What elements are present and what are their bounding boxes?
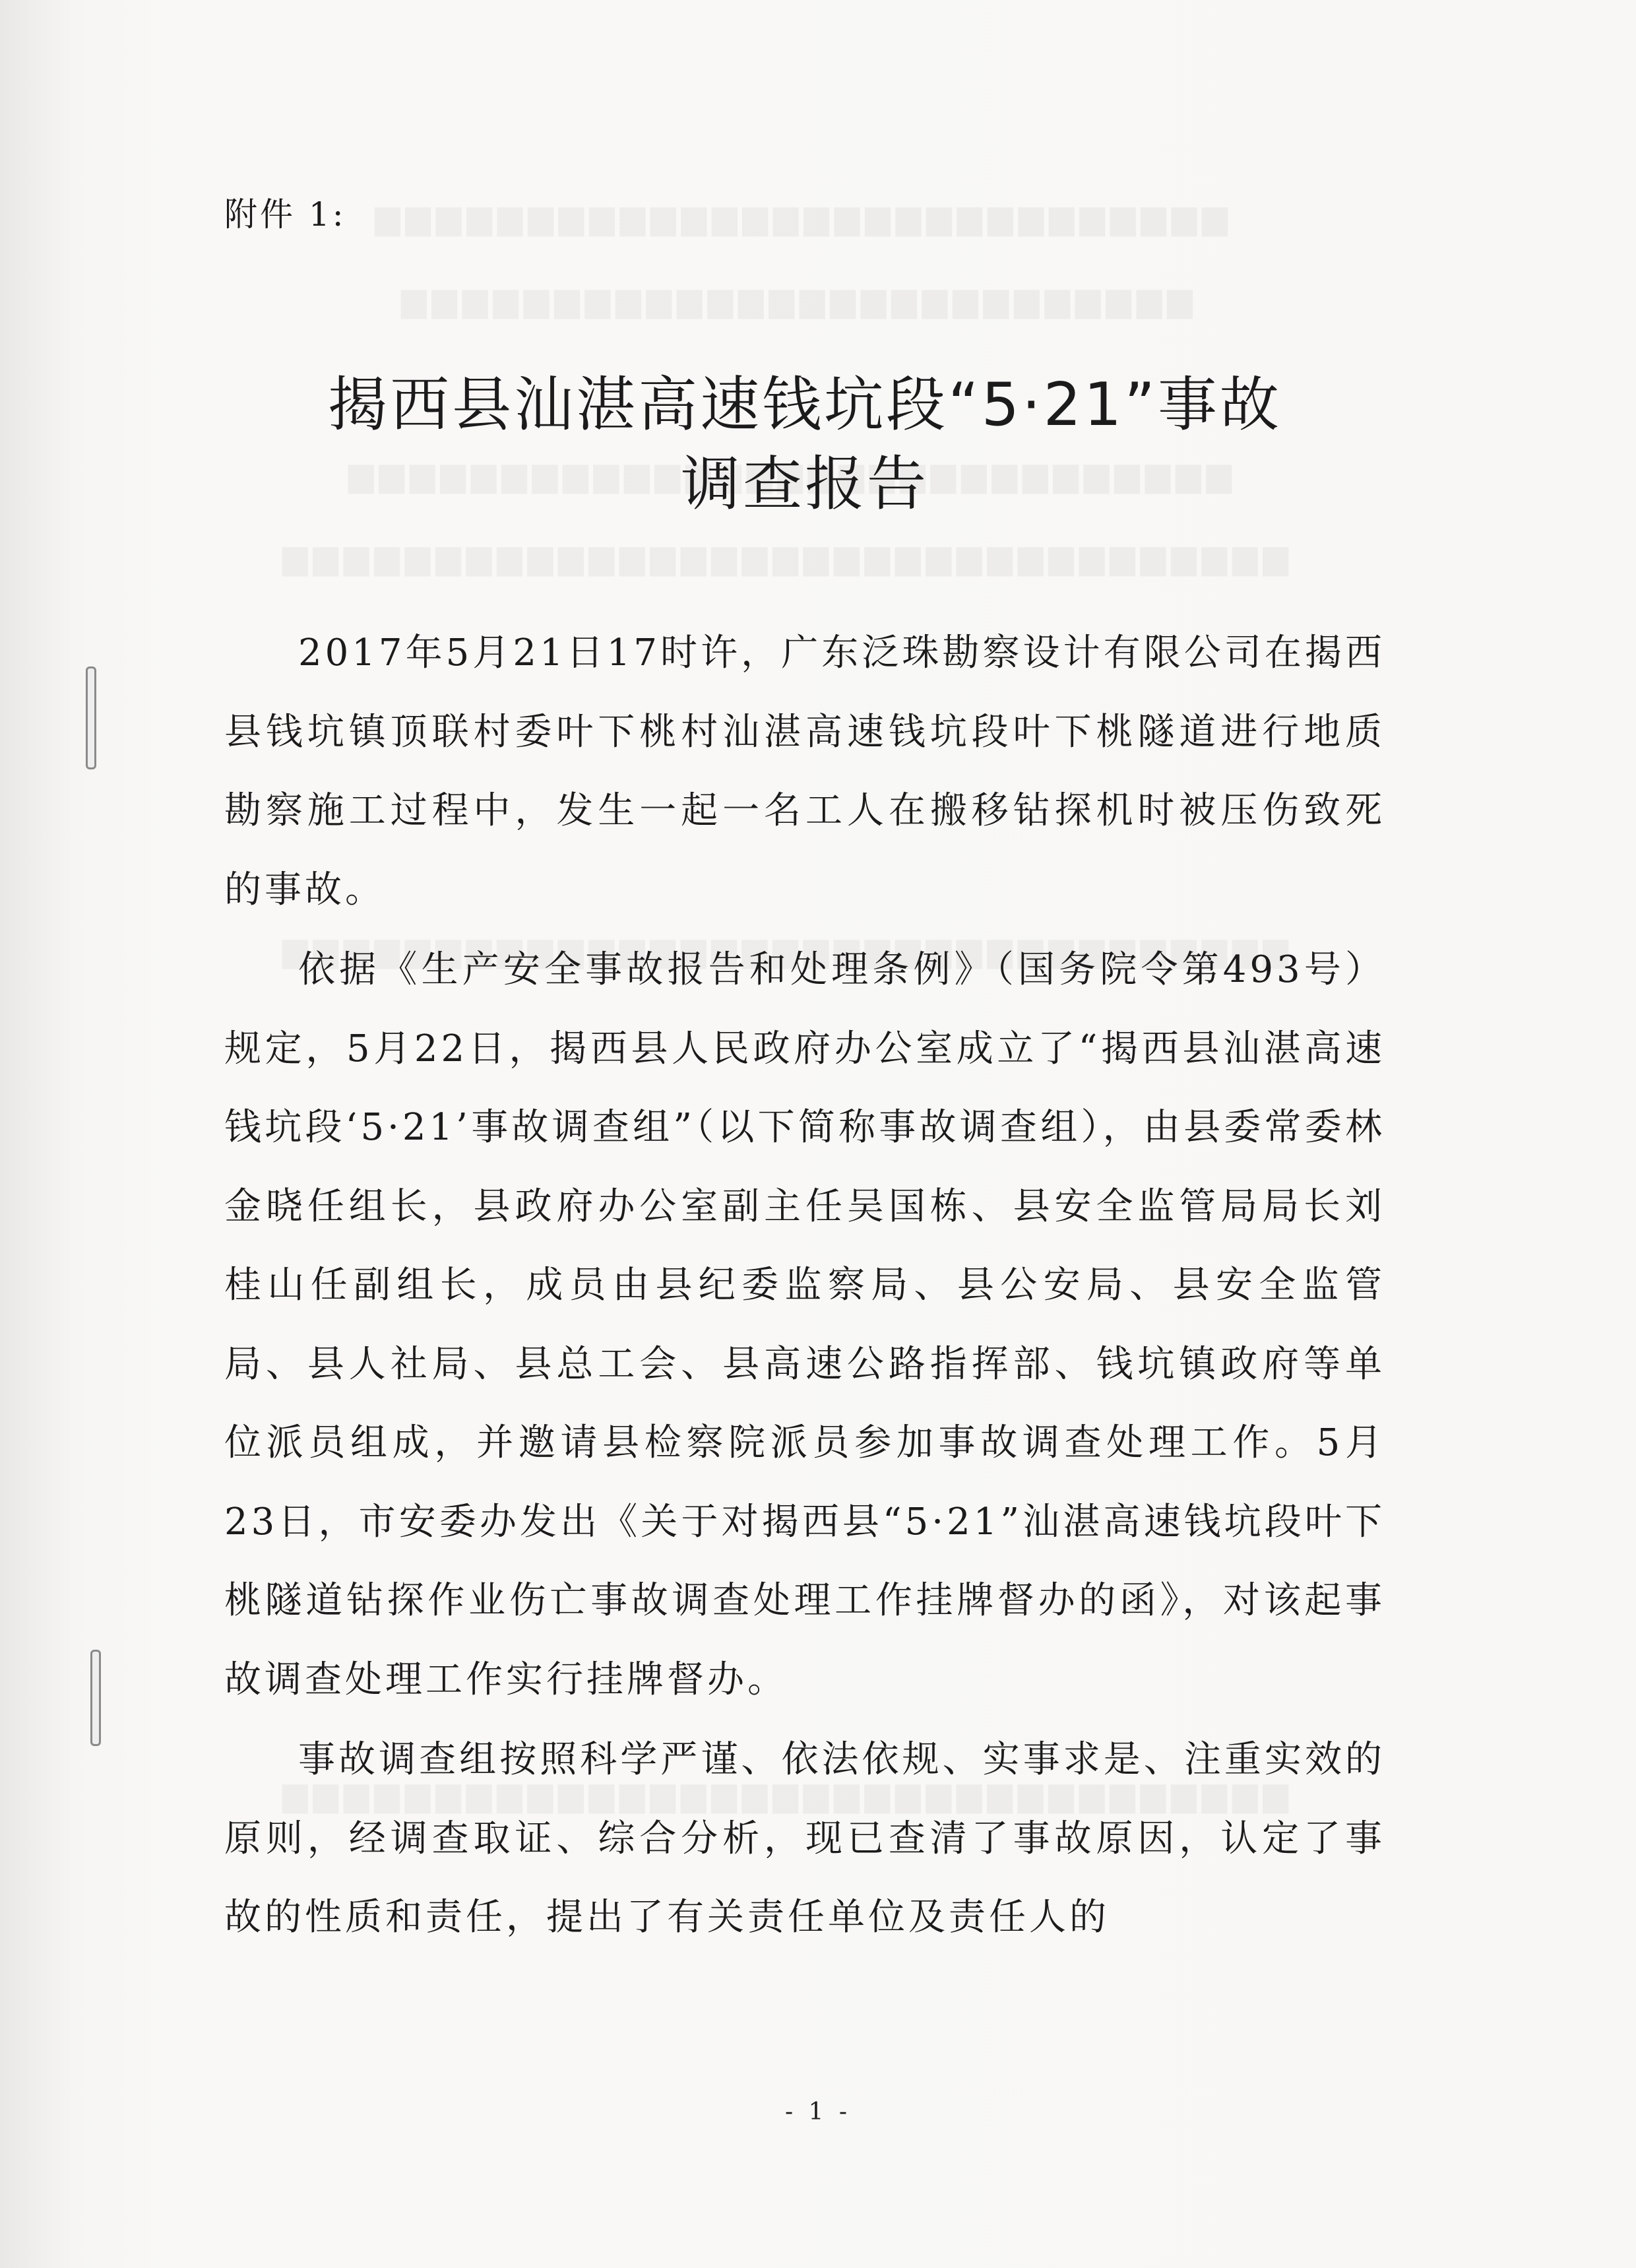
binding-staple — [90, 1650, 101, 1746]
document-title-line-2: 调查报告 — [681, 449, 929, 519]
binding-staple — [86, 666, 96, 769]
body-paragraph: 事故调查组按照科学严谨、依法依规、实事求是、注重实效的原则，经调查取证、综合分析，现已查清了事故原因，认定了事故的性质和责任，提出了有关责任单位及责任人的 — [224, 1738, 1385, 1939]
document-title-line-1: 揭西县汕湛高速钱坑段“5·21”事故 — [328, 370, 1282, 439]
bleed-through-texture — [369, 198, 1228, 236]
attachment-label: 附件 1: — [224, 195, 346, 234]
document-body — [224, 614, 1385, 1959]
body-paragraph: 依据《生产安全事故报告和处理条例》（国务院令第493号）规定，5月22日，揭西县人民政府办公室成立了“揭西县汕湛高速钱坑段‘5·21’事故调查组”（以下简称事故调查组），由县委常委林金晓任组长，县政府办公室副主任吴国栋、县安全监管局局长刘桂山任副组长，成员由县纪委监察局、县公安局、县安全监管局、县人社局、县总工会、县高速公路指挥部、钱坑镇政府等单位派员组成，并邀请县检察院派员参加事故调查处理工作。5月23日，市安委办发出《关于对揭西县“5·21”汕湛高速钱坑段叶下桃隧道钻探作业伤亡事故调查处理工作挂牌督办的函》，对该起事故调查处理工作实行挂牌督办。 — [224, 948, 1385, 1701]
page-number: - 1 - — [784, 2098, 852, 2125]
body-paragraph: 2017年5月21日17时许，广东泛珠勘察设计有限公司在揭西县钱坑镇顶联村委叶下桃村汕湛高速钱坑段叶下桃隧道进行地质勘察施工过程中，发生一起一名工人在搬移钻探机时被压伤致死的事故。 — [224, 632, 1385, 911]
bleed-through-texture — [396, 280, 1193, 319]
bleed-through-texture — [277, 538, 1288, 576]
